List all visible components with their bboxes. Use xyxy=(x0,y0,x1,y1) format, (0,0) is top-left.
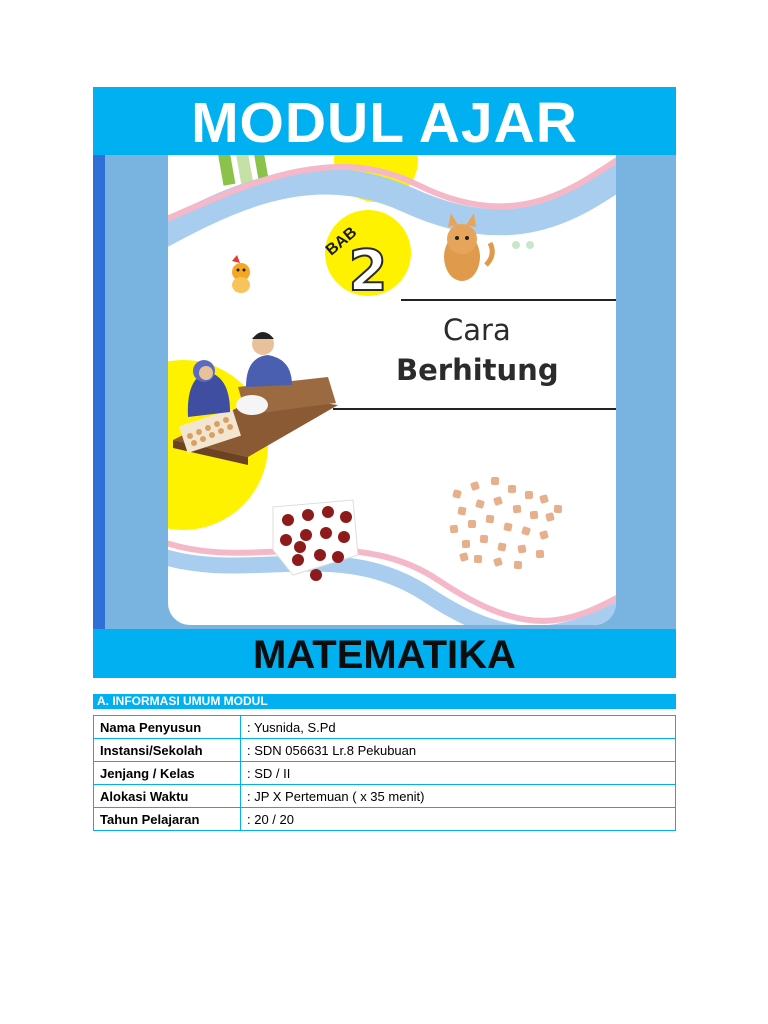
beige-counter xyxy=(521,526,531,536)
beige-counter xyxy=(497,542,506,551)
info-value: : Yusnida, S.Pd xyxy=(241,716,676,739)
beige-counter xyxy=(486,515,495,524)
green-dot-icon xyxy=(512,241,520,249)
cover-title: MODUL AJAR xyxy=(93,87,676,155)
left-edge-strip xyxy=(93,155,105,629)
beige-counter xyxy=(452,489,462,499)
beige-counter xyxy=(462,540,470,548)
info-value: : 20 / 20 xyxy=(241,808,676,831)
info-label: Alokasi Waktu xyxy=(94,785,241,808)
red-counter xyxy=(282,514,294,526)
info-table xyxy=(93,715,676,831)
beige-counter xyxy=(493,557,503,567)
red-counter xyxy=(320,527,332,539)
beige-counter xyxy=(468,520,476,528)
red-counter xyxy=(322,506,334,518)
beige-counters xyxy=(450,477,563,569)
red-counter xyxy=(340,511,352,523)
beige-counter xyxy=(459,552,469,562)
red-counter xyxy=(314,549,326,561)
beige-counter xyxy=(475,499,485,509)
beige-counter xyxy=(539,530,549,540)
cover-illustration xyxy=(93,155,676,629)
beige-counter xyxy=(450,525,459,534)
beige-counter xyxy=(491,477,499,485)
info-label: Jenjang / Kelas xyxy=(94,762,241,785)
info-label: Nama Penyusun xyxy=(94,716,241,739)
red-counter xyxy=(294,541,306,553)
chapter-number: 2 xyxy=(348,239,388,304)
beige-counter xyxy=(545,512,555,522)
beige-counter xyxy=(517,544,526,553)
red-counter xyxy=(332,551,344,563)
red-counter xyxy=(300,529,312,541)
beige-counter xyxy=(493,496,503,506)
table-row xyxy=(94,716,676,739)
table-row xyxy=(94,762,676,785)
info-value: : JP X Pertemuan ( x 35 menit) xyxy=(241,785,676,808)
green-dot-icon xyxy=(526,241,534,249)
beige-counter xyxy=(457,506,466,515)
wave-blue-bottom xyxy=(168,555,616,625)
beige-counter xyxy=(513,505,522,514)
info-label: Tahun Pelajaran xyxy=(94,808,241,831)
chick-mascot-icon xyxy=(232,255,250,293)
illustration-svg xyxy=(168,155,616,625)
beige-counter xyxy=(525,491,533,499)
info-value: : SDN 056631 Lr.8 Pekubuan xyxy=(241,739,676,762)
chapter-label: BAB xyxy=(322,223,361,260)
chapter-title-line1: Cara xyxy=(443,313,511,347)
red-counter xyxy=(302,509,314,521)
beige-counter xyxy=(474,555,482,563)
red-counter xyxy=(280,534,292,546)
beige-counter xyxy=(503,522,512,531)
beige-counter xyxy=(554,505,562,513)
info-label: Instansi/Sekolah xyxy=(94,739,241,762)
beige-counter xyxy=(470,481,480,491)
chapter-title-line2: Berhitung xyxy=(396,353,559,387)
section-heading-text: A. INFORMASI UMUM MODUL xyxy=(97,694,268,708)
beige-counter xyxy=(530,511,539,520)
table-row xyxy=(94,785,676,808)
table-row xyxy=(94,808,676,831)
section-heading xyxy=(93,694,676,709)
beige-counter xyxy=(480,535,489,544)
beige-counter xyxy=(539,494,549,504)
beige-counter xyxy=(536,550,545,559)
subject-title: MATEMATIKA xyxy=(93,629,676,678)
red-counter xyxy=(338,531,350,543)
red-counter xyxy=(310,569,322,581)
table-row xyxy=(94,739,676,762)
red-counter xyxy=(292,554,304,566)
children-counting-photo xyxy=(173,332,338,465)
info-value: : SD / II xyxy=(241,762,676,785)
beige-counter xyxy=(514,561,522,569)
beige-counter xyxy=(508,485,516,493)
illustration-panel xyxy=(168,155,616,625)
cover xyxy=(93,87,676,678)
